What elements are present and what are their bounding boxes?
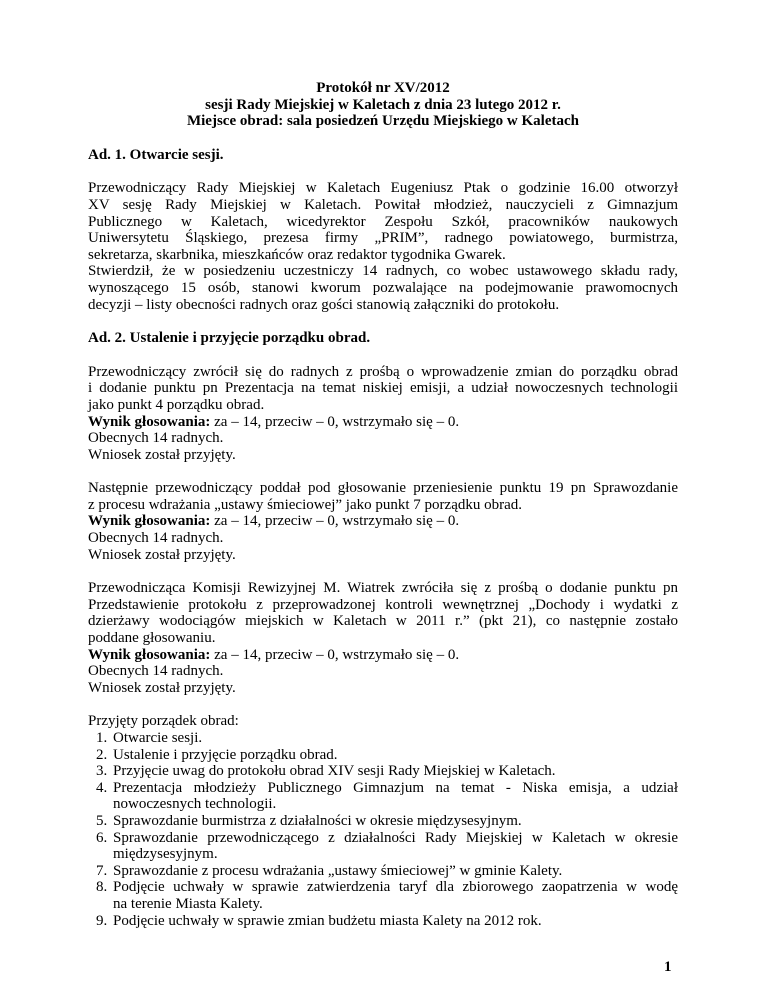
text-line: z procesu wdrażania „ustawy śmieciowej” jako punkt 7 porządku obrad. xyxy=(88,496,523,513)
text-line: dzierżawy wodociągów miejskich w Kaletach w 2011 r.” (pkt 21), co następnie zostało xyxy=(88,613,678,630)
section-1-paragraph-1 xyxy=(88,180,678,263)
page-number: 1 xyxy=(664,959,672,975)
vote-result xyxy=(88,647,678,664)
text-line: Przewodniczący zwrócił się do radnych z prośbą o wprowadzenie zmian do porządku obrad xyxy=(88,363,678,380)
text-line: Stwierdził, że w posiedzeniu uczestniczy 14 radnych, co wobec ustawowego składu rady, xyxy=(88,263,678,280)
vote-label: Wynik głosowania: xyxy=(88,413,211,430)
motion-block-2 xyxy=(88,480,678,563)
title-line-1: Protokół nr XV/2012 xyxy=(316,80,450,96)
vote-text: za – 14, przeciw – 0, wstrzymało się – 0. xyxy=(210,646,460,663)
agenda-intro: Przyjęty porządek obrad: xyxy=(88,713,239,730)
vote-label: Wynik głosowania: xyxy=(88,513,211,530)
text-line: wynoszącego 15 osób, stanowi kworum pozwalające na podejmowanie prawomocnych xyxy=(88,279,678,296)
motion-block-1 xyxy=(88,364,678,464)
motion-accepted: Wniosek został przyjęty. xyxy=(88,546,236,563)
agenda-item: 3. Przyjęcie uwag do protokołu obrad XIV sesji Rady Miejskiej w Kaletach. xyxy=(96,763,556,780)
text-line: Uniwersytetu Śląskiego, prezesa firmy „PRIM”, radnego powiatowego, burmistrza, xyxy=(88,230,678,247)
text-line: XV sesję Rady Miejskiej w Kaletach. Powitał młodzież, nauczycieli z Gimnazjum xyxy=(88,196,678,213)
agenda-item: 6. Sprawozdanie przewodniczącego z działalności Rady Miejskiej w Kaletach w okresie międzysesyjnym. xyxy=(96,829,678,863)
vote-result xyxy=(88,414,678,431)
agenda-item: 2. Ustalenie i przyjęcie porządku obrad. xyxy=(96,746,338,763)
agenda-item: 4. Prezentacja młodzieży Publicznego Gimnazjum na temat - Niska emisja, a udział nowoczesnych technologii. xyxy=(96,779,678,813)
agenda-item: 5. Sprawozdanie burmistrza z działalności w okresie międzysesyjnym. xyxy=(96,812,522,829)
text-line: Publicznego w Kaletach, wicedyrektor Zespołu Szkół, pracowników naukowych xyxy=(88,213,678,230)
text-line: Przewodniczący Rady Miejskiej w Kaletach Eugeniusz Ptak o godzinie 16.00 otworzył xyxy=(88,180,678,197)
title-line-2: sesji Rady Miejskiej w Kaletach z dnia 23 lutego 2012 r. xyxy=(205,96,561,113)
text-line: Następnie przewodniczący poddał pod głosowanie przeniesienie punktu 19 pn Sprawozdanie xyxy=(88,480,678,497)
text-line: Przedstawienie protokołu z przeprowadzonej kontroli wewnętrznej „Dochody i wydatki z xyxy=(88,596,678,613)
text-line: i dodanie punktu pn Prezentacja na temat niskiej emisji, a udział nowoczesnych technologii xyxy=(88,380,678,397)
vote-text: za – 14, przeciw – 0, wstrzymało się – 0. xyxy=(210,413,460,430)
title-line-3: Miejsce obrad: sala posiedzeń Urzędu Miejskiego w Kaletach xyxy=(186,113,580,130)
present-count: Obecnych 14 radnych. xyxy=(88,663,224,680)
section-1-paragraph-2 xyxy=(88,263,678,313)
document-title xyxy=(88,80,678,130)
text-line: decyzji – listy obecności radnych oraz gości stanowią załączniki do protokołu. xyxy=(88,296,560,313)
agenda-item: 7. Sprawozdanie z procesu wdrażania „ustawy śmieciowej” w gminie Kalety. xyxy=(96,862,563,879)
motion-block-3 xyxy=(88,580,678,696)
present-count: Obecnych 14 radnych. xyxy=(88,430,224,447)
vote-result xyxy=(88,513,678,530)
motion-accepted: Wniosek został przyjęty. xyxy=(88,679,236,696)
agenda-item: 1. Otwarcie sesji. xyxy=(96,730,203,746)
document-content xyxy=(88,80,678,929)
agenda-item: 8. Podjęcie uchwały w sprawie zatwierdzenia taryf dla zbiorowego zaopatrzenia w wodę na terenie Miasta Kalety. xyxy=(96,879,678,912)
agenda-list xyxy=(88,730,678,929)
motion-accepted: Wniosek został przyjęty. xyxy=(88,446,236,463)
present-count: Obecnych 14 radnych. xyxy=(88,530,224,547)
agenda-item: 9. Podjęcie uchwały w sprawie zmian budżetu miasta Kalety na 2012 rok. xyxy=(96,912,542,929)
text-line: poddane głosowaniu. xyxy=(88,630,216,647)
vote-text: za – 14, przeciw – 0, wstrzymało się – 0. xyxy=(210,513,460,530)
text-line: jako punkt 4 porządku obrad. xyxy=(88,396,265,413)
section-1-heading: Ad. 1. Otwarcie sesji. xyxy=(88,146,224,163)
section-2-heading: Ad. 2. Ustalenie i przyjęcie porządku obrad. xyxy=(88,330,371,347)
text-line: sekretarza, skarbnika, mieszkańców oraz redaktor tygodnika Gwarek. xyxy=(88,246,506,263)
text-line: Przewodnicząca Komisji Rewizyjnej M. Wiatrek zwróciła się z prośbą o dodanie punktu pn xyxy=(88,580,678,597)
vote-label: Wynik głosowania: xyxy=(88,646,211,663)
